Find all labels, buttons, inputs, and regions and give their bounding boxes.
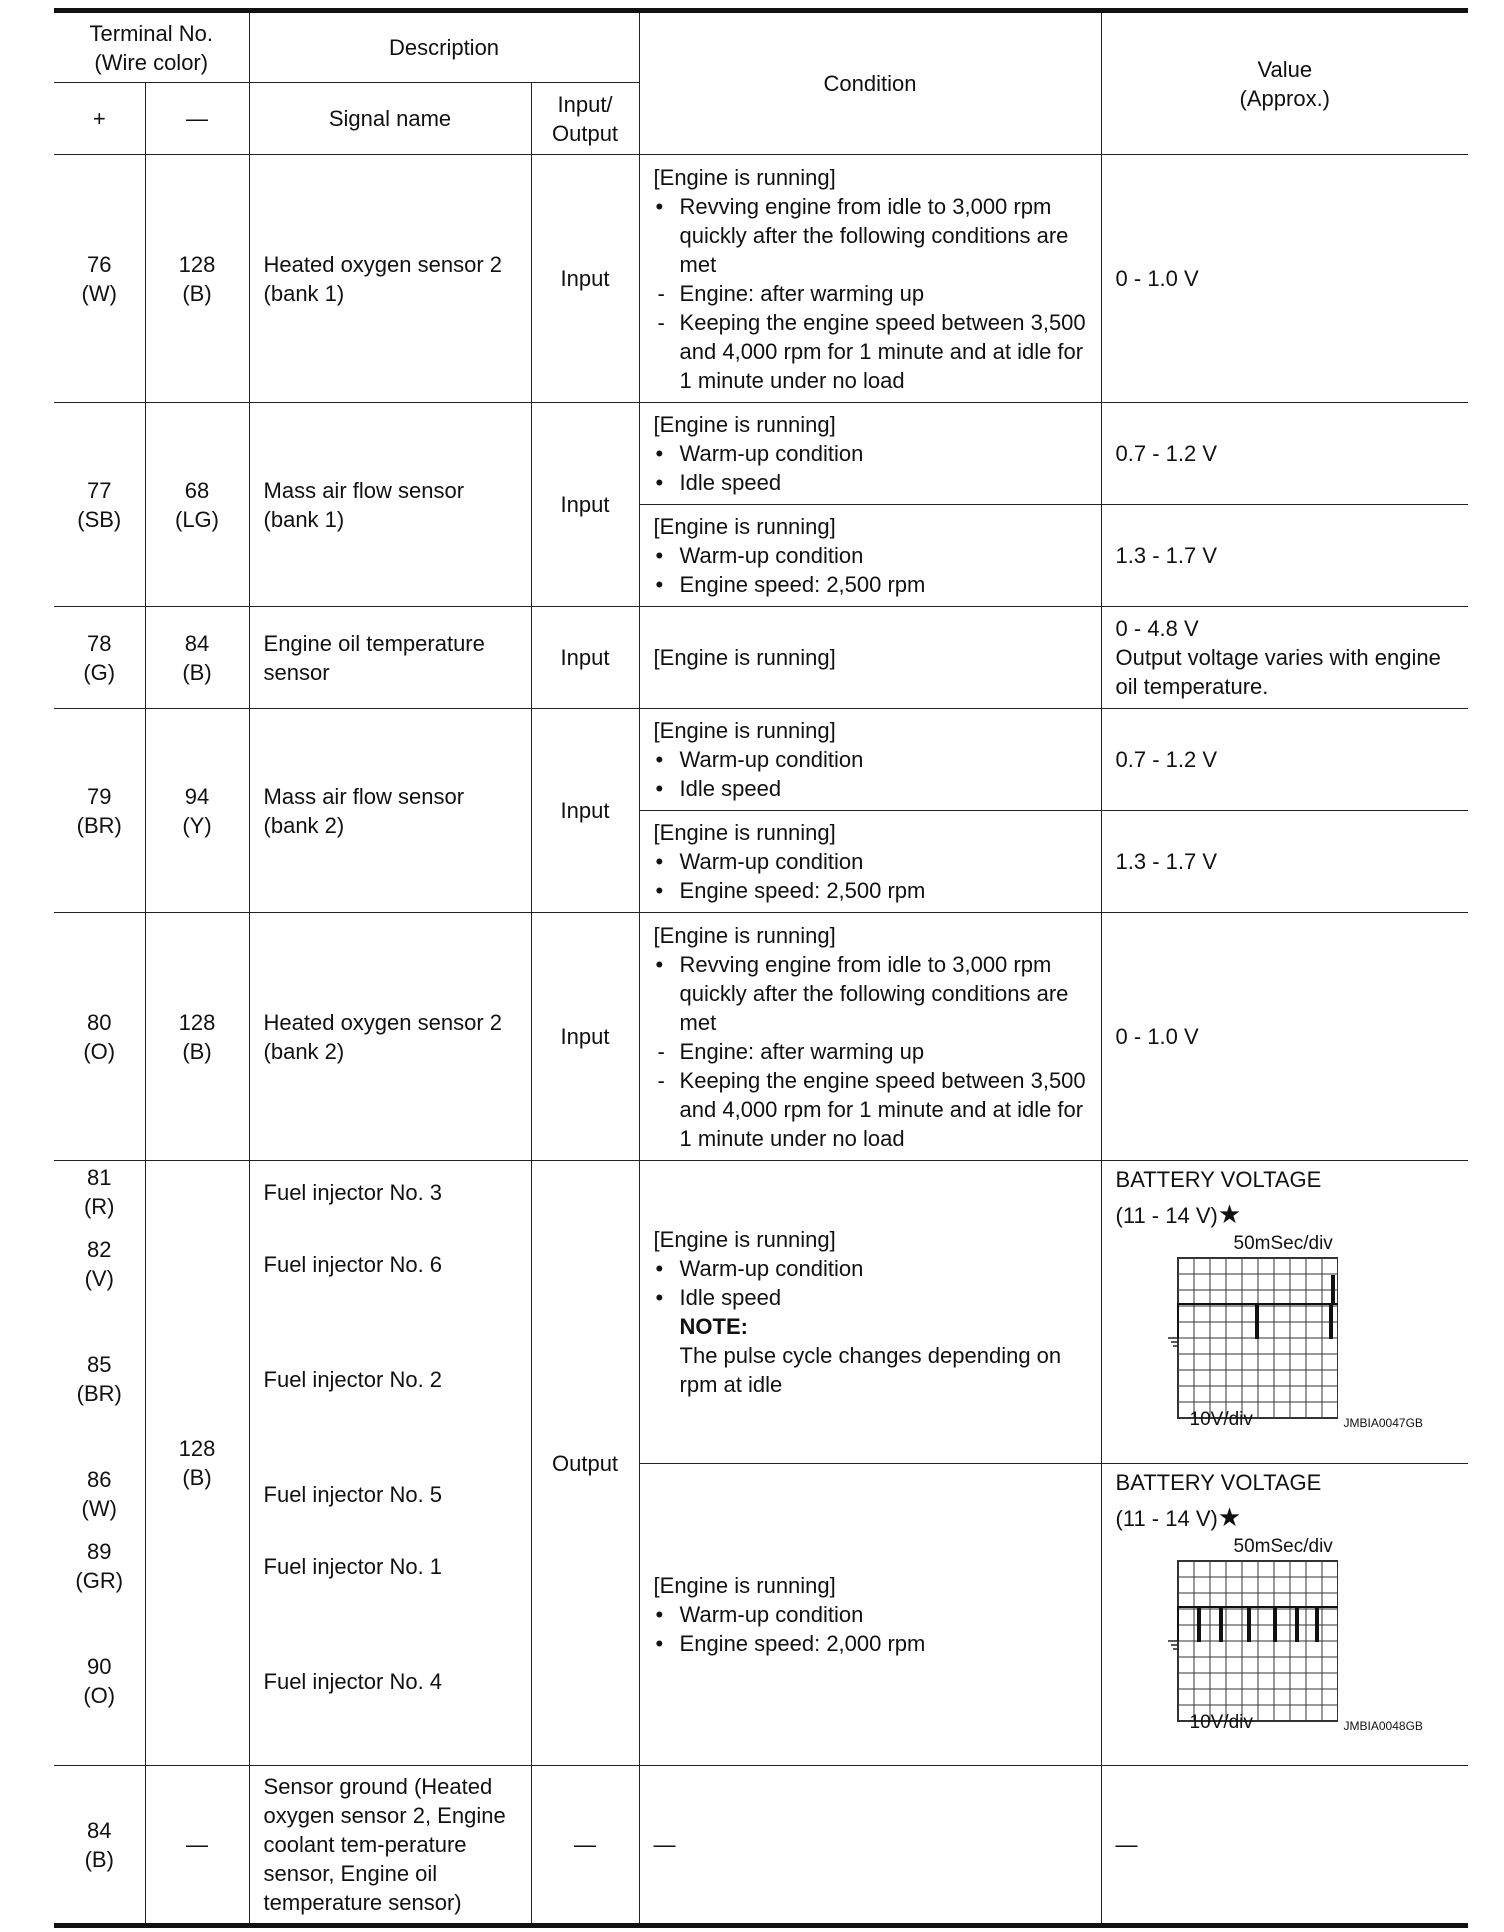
condition-subitem: - Engine: after warming up bbox=[654, 279, 1087, 308]
condition-item: • Warm-up condition bbox=[654, 847, 1087, 876]
table-row bbox=[54, 913, 1468, 1161]
value-cell: 0 - 1.0 V bbox=[1101, 913, 1468, 1161]
condition-item: • Revving engine from idle to 3,000 rpm quickly after the following conditions are met bbox=[654, 950, 1087, 1037]
terminal-minus: 94 bbox=[184, 783, 210, 809]
condition-cell bbox=[639, 709, 1101, 811]
note-title: NOTE: bbox=[679, 1313, 748, 1339]
condition-list bbox=[654, 192, 1087, 395]
condition-subitem: - Engine: after warming up bbox=[654, 1037, 1087, 1066]
header-terminal-no bbox=[54, 11, 249, 83]
signal-name-sub: (bank 2) bbox=[263, 812, 345, 838]
condition-cell bbox=[639, 403, 1101, 505]
value-cell: 0 - 1.0 V bbox=[1101, 155, 1468, 403]
injector-terminal bbox=[54, 1465, 145, 1523]
condition-item: • Idle speed bbox=[654, 1283, 1087, 1312]
injector-terminal bbox=[54, 1652, 145, 1710]
header-plus: + bbox=[54, 83, 145, 155]
signal-name-cell bbox=[249, 155, 531, 403]
condition-item: • Engine speed: 2,500 rpm bbox=[654, 876, 1087, 905]
terminal-plus: 90 bbox=[87, 1654, 112, 1679]
injector-name: Fuel injector No. 5 bbox=[263, 1482, 443, 1507]
condition-item: • Warm-up condition bbox=[654, 1254, 1087, 1283]
signal-name: Mass air flow sensor bbox=[263, 477, 465, 503]
signal-name: Heated oxygen sensor 2 bbox=[263, 251, 503, 277]
io-cell: Input bbox=[531, 607, 639, 709]
terminal-plus: 78 bbox=[87, 630, 112, 656]
table-row bbox=[54, 1161, 1468, 1464]
condition-heading: [Engine is running] bbox=[653, 164, 836, 190]
condition-heading: [Engine is running] bbox=[653, 718, 836, 743]
wire-color: (B) bbox=[182, 1038, 212, 1064]
time-division-label: 50mSec/div bbox=[1233, 1535, 1333, 1557]
terminal-minus-cell bbox=[145, 1161, 249, 1766]
condition-cell bbox=[639, 155, 1101, 403]
value-cell bbox=[1101, 607, 1468, 709]
value-battery-voltage: BATTERY VOLTAGE bbox=[1115, 1469, 1322, 1495]
condition-list bbox=[654, 439, 1087, 497]
injector-name: Fuel injector No. 3 bbox=[263, 1180, 443, 1205]
terminal-minus: 128 bbox=[178, 1436, 216, 1461]
signal-name-sub: sensor bbox=[263, 659, 330, 685]
condition-item: • Warm-up condition bbox=[654, 439, 1087, 468]
io-cell: Input bbox=[531, 709, 639, 913]
terminal-plus-cell bbox=[54, 403, 145, 607]
injector-name-stack bbox=[264, 1161, 517, 1765]
oscilloscope-waveform bbox=[1116, 1234, 1436, 1430]
terminal-minus-cell bbox=[145, 709, 249, 913]
terminal-plus: 89 bbox=[87, 1539, 112, 1564]
terminal-plus-cell bbox=[54, 1161, 145, 1766]
wire-color: (W) bbox=[81, 1496, 117, 1521]
condition-heading: [Engine is running] bbox=[653, 1226, 836, 1252]
terminal-minus: 128 bbox=[178, 251, 216, 277]
terminal-minus-cell: — bbox=[145, 1766, 249, 1926]
table-row bbox=[54, 607, 1468, 709]
condition-item: • Idle speed bbox=[654, 774, 1087, 803]
table-row bbox=[54, 709, 1468, 811]
terminal-table-page bbox=[54, 8, 1468, 1928]
terminal-plus-cell bbox=[54, 1766, 145, 1926]
terminal-plus: 84 bbox=[87, 1817, 112, 1843]
figure-code: JMBIA0048GB bbox=[1343, 1718, 1423, 1733]
star-icon: ★ bbox=[1217, 1199, 1242, 1229]
wire-color: (V) bbox=[84, 1266, 114, 1291]
condition-subitem: - Keeping the engine speed between 3,500 and 4,000 rpm for 1 minute and at idle for 1 minute under no load bbox=[654, 1066, 1087, 1153]
condition-heading: [Engine is running] bbox=[653, 514, 836, 539]
condition-list bbox=[654, 541, 1087, 599]
value-note: Output voltage varies with engine oil temperature. bbox=[1115, 645, 1441, 699]
terminal-plus: 81 bbox=[87, 1165, 112, 1190]
condition-item: • Engine speed: 2,000 rpm bbox=[654, 1629, 1087, 1658]
value-cell bbox=[1101, 1463, 1468, 1766]
wire-color: (SB) bbox=[77, 506, 122, 532]
condition-heading: [Engine is running] bbox=[653, 1572, 836, 1598]
condition-cell bbox=[639, 913, 1101, 1161]
condition-cell: [Engine is running] bbox=[639, 607, 1101, 709]
value-cell: 0.7 - 1.2 V bbox=[1101, 403, 1468, 505]
terminal-plus-cell bbox=[54, 913, 145, 1161]
time-division-label: 50mSec/div bbox=[1233, 1233, 1333, 1254]
header-signal-name: Signal name bbox=[249, 83, 531, 155]
terminal-plus-cell bbox=[54, 607, 145, 709]
value-voltage-range: (11 - 14 V) bbox=[1115, 1203, 1218, 1228]
value-cell: 0.7 - 1.2 V bbox=[1101, 709, 1468, 811]
injector-terminal bbox=[54, 1163, 145, 1221]
star-icon: ★ bbox=[1217, 1501, 1242, 1532]
terminal-minus: 68 bbox=[184, 477, 210, 503]
wire-color: (BR) bbox=[76, 812, 122, 838]
terminal-plus: 85 bbox=[87, 1352, 112, 1377]
table-row bbox=[54, 155, 1468, 403]
wire-color: (B) bbox=[84, 1846, 114, 1872]
condition-list bbox=[654, 745, 1087, 803]
condition-item: • Idle speed bbox=[654, 468, 1087, 497]
terminal-plus: 82 bbox=[87, 1237, 112, 1262]
volt-division-label: 10V/div bbox=[1189, 1711, 1253, 1733]
terminal-minus: 128 bbox=[178, 1009, 216, 1035]
condition-list bbox=[654, 950, 1087, 1153]
injector-name: Fuel injector No. 2 bbox=[263, 1367, 443, 1392]
signal-name-cell bbox=[249, 607, 531, 709]
value-range: 0 - 4.8 V bbox=[1115, 616, 1199, 641]
terminal-plus: 76 bbox=[87, 251, 112, 277]
volt-division-label: 10V/div bbox=[1189, 1409, 1253, 1430]
wire-color: (R) bbox=[83, 1194, 115, 1219]
value-battery-voltage: BATTERY VOLTAGE bbox=[1115, 1167, 1322, 1192]
wire-color: (B) bbox=[182, 280, 212, 306]
wire-color: (O) bbox=[83, 1683, 116, 1708]
condition-heading: [Engine is running] bbox=[653, 922, 836, 948]
wire-color: (LG) bbox=[175, 506, 219, 532]
signal-name-cell bbox=[249, 709, 531, 913]
wire-color: (Y) bbox=[182, 812, 212, 838]
table-row bbox=[54, 1766, 1468, 1926]
io-cell: Input bbox=[531, 403, 639, 607]
signal-name-cell bbox=[249, 913, 531, 1161]
wire-color: (O) bbox=[83, 1038, 116, 1064]
header-approx-label: (Approx.) bbox=[1239, 85, 1331, 111]
terminal-plus: 79 bbox=[87, 783, 112, 809]
terminal-minus-cell bbox=[145, 403, 249, 607]
waveform-idle-graphic bbox=[1168, 1256, 1338, 1420]
signal-name-cell bbox=[249, 1161, 531, 1766]
condition-heading: [Engine is running] bbox=[653, 412, 836, 437]
header-wire-color-label: (Wire color) bbox=[94, 49, 209, 75]
header-description: Description bbox=[249, 11, 639, 83]
value-cell: 1.3 - 1.7 V bbox=[1101, 811, 1468, 913]
terminal-minus-cell bbox=[145, 607, 249, 709]
io-cell: Input bbox=[531, 155, 639, 403]
condition-item: • Revving engine from idle to 3,000 rpm quickly after the following conditions are met bbox=[654, 192, 1087, 279]
wire-color: (B) bbox=[182, 659, 212, 685]
terminal-minus-cell bbox=[145, 913, 249, 1161]
injector-terminal bbox=[54, 1537, 145, 1595]
signal-name-cell: Sensor ground (Heated oxygen sensor 2, Engine coolant tem-perature sensor, Engine oil temperature sensor) bbox=[249, 1766, 531, 1926]
injector-name: Fuel injector No. 4 bbox=[263, 1669, 443, 1694]
waveform-2000rpm-graphic bbox=[1168, 1559, 1338, 1723]
terminal-plus: 77 bbox=[87, 477, 112, 503]
value-cell bbox=[1101, 1161, 1468, 1464]
terminal-minus: 84 bbox=[184, 630, 210, 656]
condition-list bbox=[654, 1254, 1087, 1399]
wire-color: (G) bbox=[83, 659, 116, 685]
io-cell: Input bbox=[531, 913, 639, 1161]
condition-item: • Warm-up condition bbox=[654, 1600, 1087, 1629]
oscilloscope-waveform bbox=[1116, 1537, 1436, 1733]
terminal-minus-cell bbox=[145, 155, 249, 403]
terminal-plus: 80 bbox=[87, 1009, 112, 1035]
signal-name-sub: (bank 1) bbox=[263, 506, 345, 532]
signal-name-cell bbox=[249, 403, 531, 607]
condition-heading: [Engine is running] bbox=[653, 820, 836, 845]
injector-terminal-stack bbox=[54, 1161, 145, 1765]
value-cell: — bbox=[1101, 1766, 1468, 1926]
condition-list bbox=[654, 847, 1087, 905]
header-value-label: Value bbox=[1257, 56, 1313, 82]
header-terminal-label: Terminal No. bbox=[89, 20, 213, 46]
note-text: The pulse cycle changes depending on rpm at idle bbox=[679, 1342, 1062, 1397]
wire-color: (B) bbox=[182, 1465, 212, 1490]
signal-name-sub: (bank 2) bbox=[263, 1038, 345, 1064]
wire-color: (W) bbox=[81, 280, 117, 306]
value-voltage-range: (11 - 14 V) bbox=[1115, 1505, 1218, 1531]
wire-color: (BR) bbox=[76, 1381, 122, 1406]
terminal-plus: 86 bbox=[87, 1467, 112, 1492]
table-row bbox=[54, 403, 1468, 505]
figure-code: JMBIA0047GB bbox=[1343, 1416, 1423, 1430]
injector-terminal bbox=[54, 1235, 145, 1293]
condition-item: • Warm-up condition bbox=[654, 745, 1087, 774]
signal-name-sub: (bank 1) bbox=[263, 280, 345, 306]
injector-terminal bbox=[54, 1350, 145, 1408]
header-value bbox=[1101, 11, 1468, 155]
injector-name: Fuel injector No. 1 bbox=[263, 1554, 443, 1579]
condition-cell bbox=[639, 505, 1101, 607]
ecm-terminal-table bbox=[54, 8, 1468, 1928]
signal-name: Heated oxygen sensor 2 bbox=[263, 1009, 503, 1035]
signal-name: Engine oil temperature bbox=[263, 630, 485, 656]
header-input-output bbox=[531, 83, 639, 155]
wire-color: (GR) bbox=[75, 1568, 124, 1593]
header-io-line2: Output bbox=[552, 120, 619, 146]
condition-item: • Warm-up condition bbox=[654, 541, 1087, 570]
condition-list bbox=[654, 1600, 1087, 1658]
condition-item: • Engine speed: 2,500 rpm bbox=[654, 570, 1087, 599]
value-cell: 1.3 - 1.7 V bbox=[1101, 505, 1468, 607]
condition-cell bbox=[639, 1463, 1101, 1766]
condition-cell bbox=[639, 1161, 1101, 1464]
header-io-line1: Input/ bbox=[557, 91, 613, 117]
io-cell: — bbox=[531, 1766, 639, 1926]
condition-cell bbox=[639, 811, 1101, 913]
header-condition: Condition bbox=[639, 11, 1101, 155]
terminal-plus-cell bbox=[54, 155, 145, 403]
condition-cell: — bbox=[639, 1766, 1101, 1926]
io-cell: Output bbox=[531, 1161, 639, 1766]
terminal-plus-cell bbox=[54, 709, 145, 913]
header-minus: — bbox=[145, 83, 249, 155]
injector-name: Fuel injector No. 6 bbox=[263, 1252, 443, 1277]
condition-subitem: - Keeping the engine speed between 3,500 and 4,000 rpm for 1 minute and at idle for 1 minute under no load bbox=[654, 308, 1087, 395]
signal-name: Mass air flow sensor bbox=[263, 783, 465, 809]
